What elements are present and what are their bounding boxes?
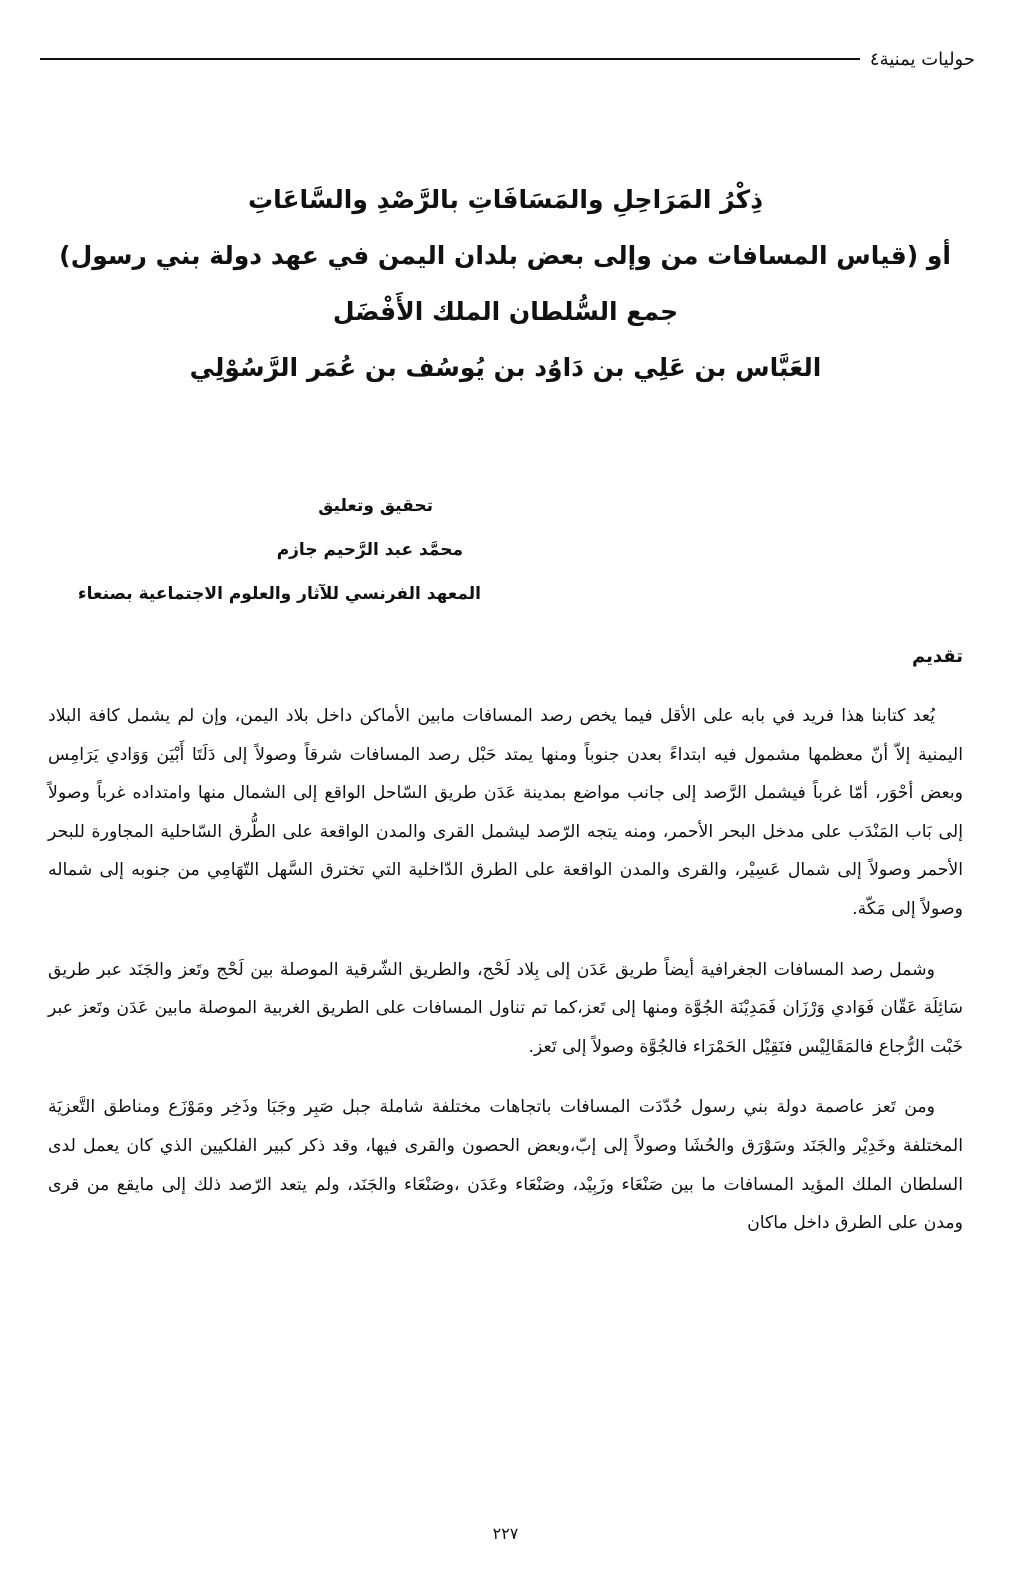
title-line-3: جمع السُّلطان الملك الأَفْضَل — [332, 297, 679, 326]
editor-institute: المعهد الفرنسي للآثار والعلوم الاجتماعية بصنعاء — [77, 584, 481, 604]
editor-name: محمَّد عبد الرَّحيم جازم — [276, 540, 463, 560]
editor-role: تحقيق وتعليق — [318, 496, 433, 516]
title-line-2: أو (قياس المسافات من وإلى بعض بلدان اليمن في عهد دولة بني رسول) — [59, 241, 951, 270]
header-rule — [40, 58, 860, 60]
paragraph-2: وشمل رصد المسافات الجغرافية أيضاً طريق عَدَن إلى بِلاد لَحْج، والطريق الشّرقية الموصلة بين لَحْج وتَعز والجَنَد عبر طريق سَائِلَة عَقّان فَوَادي وَرْزَان فَمَدِيْنَة الجُوَّة ومنها إلى تَعز،كما تم تناول المسافات على الطريق الغربية الموصلة مابين عَدَن وتَعز عبر خَبْت الرُّجاع فالمَقَالِيْس فنَقِيْل الحَمْرَاء فالجُوَّة وصولاً إلى تَعز. — [48, 959, 963, 1057]
title-line-4: العَبَّاس بن عَلِي بن دَاوُد بن يُوسُف بن عُمَر الرَّسُوْلِي — [189, 353, 822, 382]
title-line-1: ذِكْرُ المَرَاحِلِ والمَسَافَاتِ بالرَّصْدِ والسَّاعَاتِ — [247, 185, 764, 214]
running-header — [40, 44, 975, 74]
journal-name: حوليات يمنية٤ — [869, 48, 975, 70]
paragraph-3: ومن تَعز عاصمة دولة بني رسول حُدّدَت المسافات باتجاهات مختلفة شاملة جبل صَبِر وجَبَا وذَخِر ومَوْزَع ومناطق التَّعزيَة المختلفة وخَدِيْر والجَنَد وسَوْرَق والحُشَا وصولاً إلى إبّ،وبعض الحصون والقرى فيها، وقد ذكر كبير الفلكيين الذي كان يعمل لدى السلطان الملك المؤيد المسافات ما بين صَنْعَاء وزَبِيْد، وصَنْعَاء وعَدَن ،وصَنْعَاء والجَنَد، ولم يتعد الرّصد ذلك إلى مايقع من قرى ومدن على الطرق داخل ماكان — [48, 1097, 963, 1234]
section-heading: تقديم — [912, 646, 963, 667]
credits-block — [31, 484, 481, 616]
body-text — [48, 697, 963, 1265]
title-block — [60, 172, 951, 396]
paragraph-1: يُعد كتابنا هذا فريد في بابه على الأقل فيما يخص رصد المسافات مابين الأماكن داخل بلاد اليمن، وإن لم يشمل كافة البلاد اليمنية إلاّ أنّ معظمها مشمول فيه ابتداءً بعدن جنوباً ومنها يمتد حَبْل رصد المسافات شرقاً وصولاً إلى دَلَتَا أَبْيَن وَوَادي يَرَامِس وبعض أحْوَر، أمّا غرباً فيشمل الرَّصد إلى جانب مواضع بمدينة عَدَن طريق السّاحل الواقع إلى الشمال منها وامتداده غرباً وصولاً إلى بَاب المَنْدَب على مدخل البحر الأحمر، ومنه يتجه الرّصد ليشمل القرى والمدن الواقعة على الطُّرق السّاحلية المجاورة للبحر الأحمر وصولاً إلى شمال عَسِيْر، والقرى والمدن الواقعة على الطرق الدّاخلية التي تخترق السَّهل التّهَامِي من جنوبه إلى شماله وصولاً إلى مَكّة. — [48, 706, 963, 919]
page-number: ٢٢٧ — [492, 1524, 519, 1543]
